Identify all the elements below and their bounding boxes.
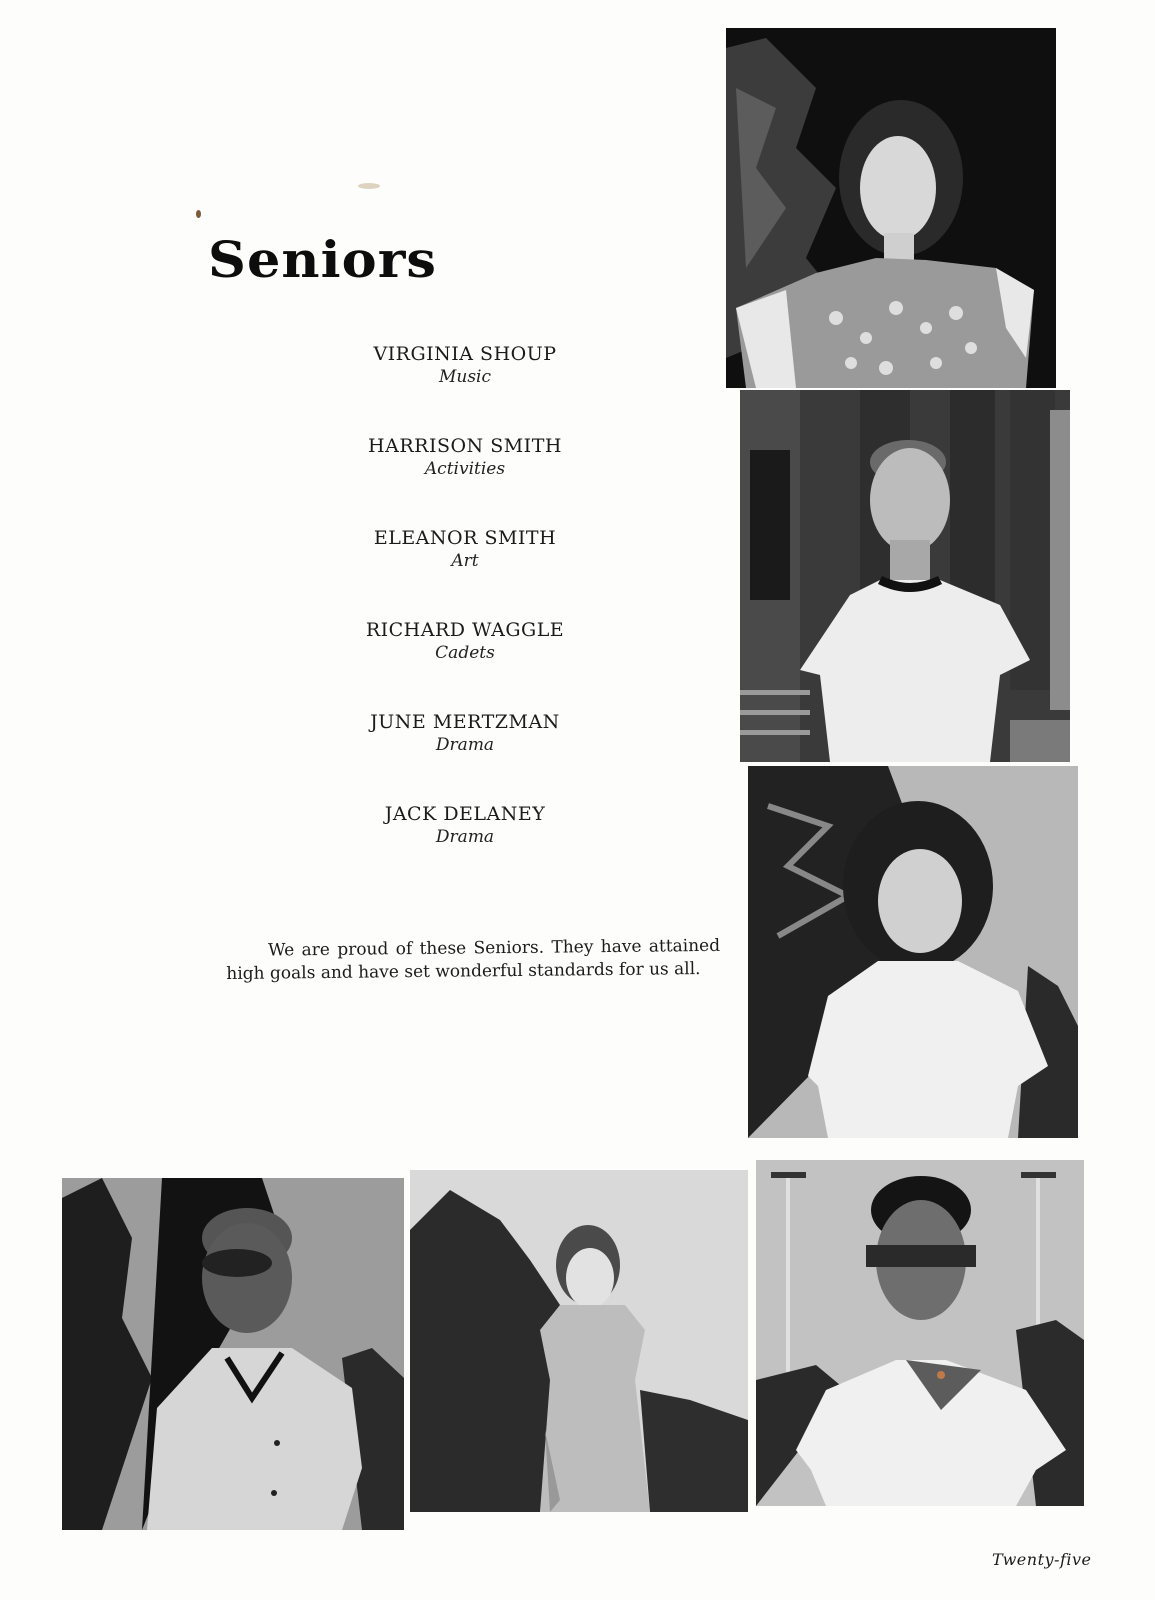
portrait-image: [410, 1170, 748, 1512]
senior-name: RICHARD WAGGLE: [365, 619, 565, 641]
senior-activity: Music: [438, 367, 492, 387]
senior-entry: [330, 434, 600, 526]
photo-boy-tshirt-field: [756, 1160, 1084, 1506]
tribute-text: We are proud of these Seniors. They have attained high goals and have set wonderful standards for us all.: [226, 935, 721, 984]
senior-activity: Drama: [435, 827, 495, 847]
portrait-image: [748, 766, 1078, 1138]
senior-name: JACK DELANEY: [384, 803, 546, 825]
senior-activity: Cadets: [435, 643, 495, 663]
photo-girl-dress-standing: [410, 1170, 748, 1512]
tribute-paragraph: [226, 935, 720, 986]
photo-boy-button-shirt: [62, 1178, 404, 1530]
photo-boy-tshirt-building: [740, 390, 1070, 762]
senior-name: JUNE MERTZMAN: [370, 711, 560, 733]
photo-girl-white-blouse: [748, 766, 1078, 1138]
senior-entry: [330, 526, 600, 618]
senior-activity: Activities: [424, 459, 506, 479]
portrait-image: [740, 390, 1070, 762]
seniors-list: [330, 342, 600, 894]
page-number: Twenty-five: [992, 1550, 1092, 1569]
senior-entry: [330, 802, 600, 894]
portrait-image: [756, 1160, 1084, 1506]
senior-entry: [330, 710, 600, 802]
portrait-image: [726, 28, 1056, 388]
page-title: Seniors: [208, 230, 438, 289]
senior-entry: [330, 618, 600, 710]
paper-blemish: [196, 210, 201, 218]
senior-activity: Art: [451, 551, 479, 571]
portrait-image: [62, 1178, 404, 1530]
senior-name: HARRISON SMITH: [368, 435, 562, 457]
senior-name: ELEANOR SMITH: [373, 527, 557, 549]
photo-girl-floral-dress: [726, 28, 1056, 388]
senior-entry: [330, 342, 600, 434]
senior-name: VIRGINIA SHOUP: [373, 343, 557, 365]
paper-blemish: [358, 183, 380, 189]
senior-activity: Drama: [435, 735, 495, 755]
